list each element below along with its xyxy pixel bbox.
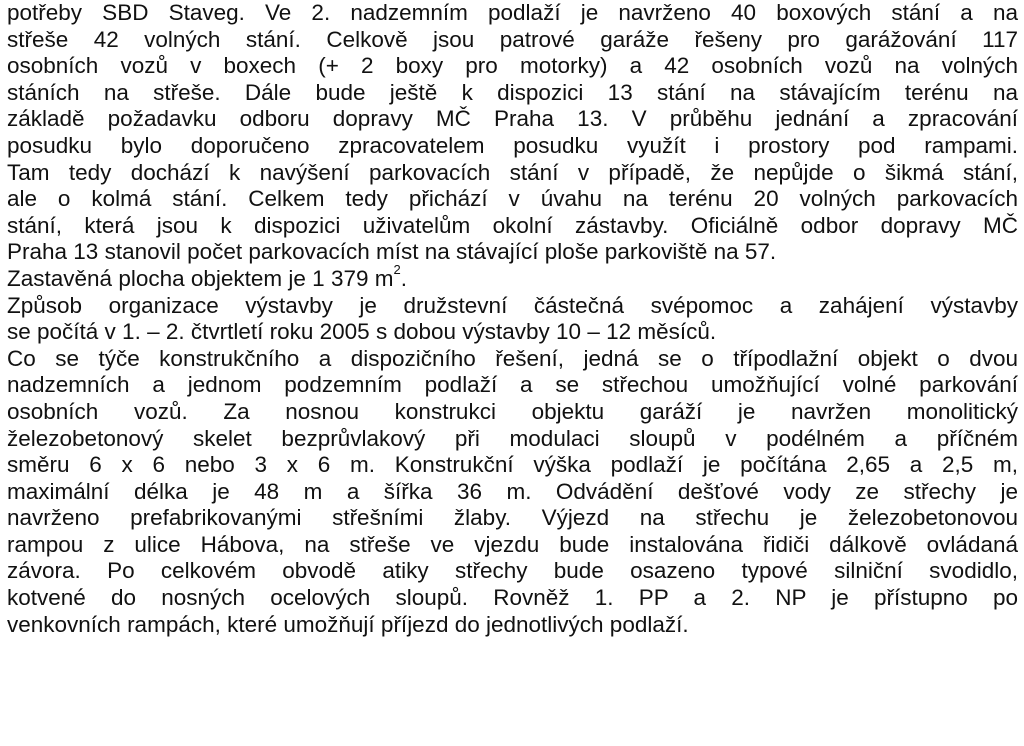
text-line: železobetonový skelet bezprůvlakový při modulaci sloupů v podélném a příčném (7, 425, 1018, 451)
text-line: osobních vozů v boxech (+ 2 boxy pro motorky) a 42 osobních vozů na volných (7, 53, 1018, 79)
paragraph-built-up-area (7, 262, 1018, 293)
text-line: závora. Po celkovém obvodě atiky střechy bude osazeno typové silniční svodidlo, (7, 558, 1018, 584)
text-line (7, 262, 1018, 293)
text-line: venkovních rampách, které umožňují příjezd do jednotlivých podlaží. (7, 611, 689, 637)
area-unit-superscript: 2 (393, 262, 401, 278)
paragraph-construction-organization (7, 293, 1018, 346)
text-line: potřeby SBD Staveg. Ve 2. nadzemním podlaží je navrženo 40 boxových stání a na (7, 0, 1018, 25)
text-line: osobních vozů. Za nosnou konstrukci objektu garáží je navržen monolitický (7, 398, 1018, 424)
text-line: maximální délka je 48 m a šířka 36 m. Odvádění dešťové vody ze střechy je (7, 478, 1018, 504)
paragraph-parking-capacity (7, 0, 1018, 266)
text-line: navrženo prefabrikovanými střešními žlaby. Výjezd na střechu je železobetonovou (7, 505, 1018, 531)
text-line: kotvené do nosných ocelových sloupů. Rovněž 1. PP a 2. NP je přístupno po (7, 585, 1018, 611)
text-line: stání, která jsou k dispozici uživatelům okolní zástavby. Oficiálně odbor dopravy MČ (7, 212, 1018, 238)
document-page (7, 0, 1018, 638)
text-line: směru 6 x 6 nebo 3 x 6 m. Konstrukční výška podlaží je počítána 2,65 a 2,5 m, (7, 452, 1018, 478)
text-line: střeše 42 volných stání. Celkově jsou patrové garáže řešeny pro garážování 117 (7, 26, 1018, 52)
area-suffix: . (400, 265, 407, 291)
text-line: Způsob organizace výstavby je družstevní částečná svépomoc a zahájení výstavby (7, 292, 1018, 318)
text-line: Tam tedy dochází k navýšení parkovacích stání v případě, že nepůjde o šikmá stání, (7, 159, 1018, 185)
paragraph-structural-design (7, 346, 1018, 639)
area-text: Zastavěná plocha objektem je 1 379 m (7, 265, 394, 291)
text-line: stáních na střeše. Dále bude ještě k dispozici 13 stání na stávajícím terénu na (7, 79, 1018, 105)
text-line: základě požadavku odboru dopravy MČ Praha 13. V průběhu jednání a zpracování (7, 106, 1018, 132)
text-line: Praha 13 stanovil počet parkovacích míst na stávající ploše parkoviště na 57. (7, 239, 777, 265)
text-line: ale o kolmá stání. Celkem tedy přichází v úvahu na terénu 20 volných parkovacích (7, 186, 1018, 212)
text-line: Co se týče konstrukčního a dispozičního řešení, jedná se o třípodlažní objekt o dvou (7, 345, 1018, 371)
text-line: nadzemních a jednom podzemním podlaží a se střechou umožňující volné parkování (7, 372, 1018, 398)
text-line: se počítá v 1. – 2. čtvrtletí roku 2005 s dobou výstavby 10 – 12 měsíců. (7, 319, 717, 345)
text-line: posudku bylo doporučeno zpracovatelem posudku využít i prostory pod rampami. (7, 132, 1018, 158)
text-line: rampou z ulice Hábova, na střeše ve vjezdu bude instalována řidiči dálkově ovládaná (7, 531, 1018, 557)
